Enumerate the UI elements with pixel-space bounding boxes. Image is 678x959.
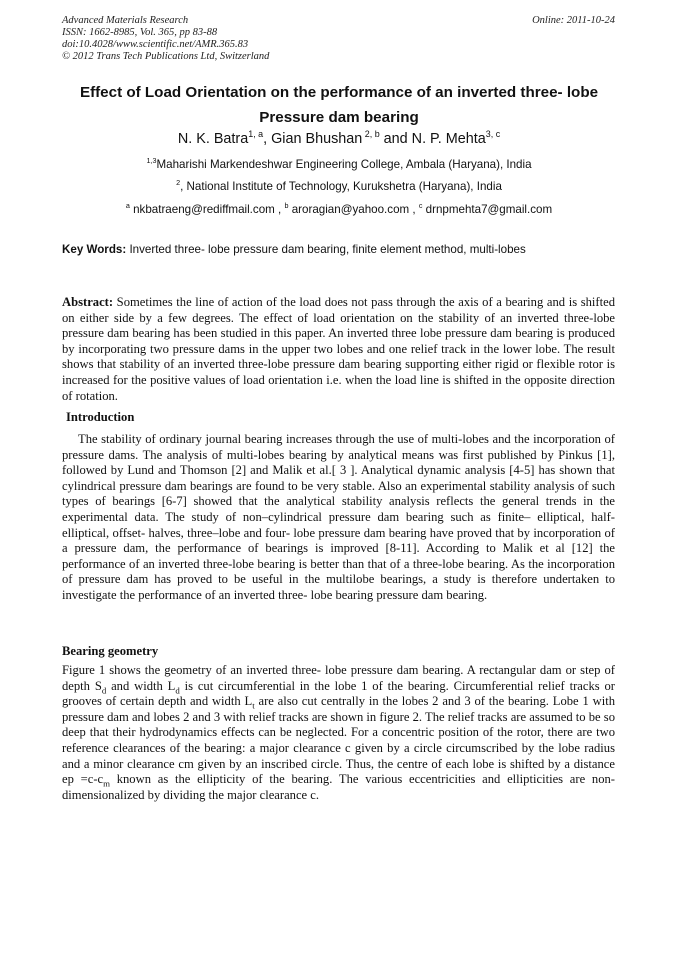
doi-line: doi:10.4028/www.scientific.net/AMR.365.83 xyxy=(62,39,249,50)
email-address: drnpmehta7@gmail.com xyxy=(422,203,553,216)
copyright-line: © 2012 Trans Tech Publications Ltd, Switzerland xyxy=(62,51,270,62)
abstract xyxy=(62,295,615,404)
subscript: d xyxy=(175,685,180,696)
section-heading-introduction: Introduction xyxy=(66,410,135,424)
text-run: are also cut centrally in the lobes 2 and 3 of the bearing. Lobe 1 with pressure dam and lobes 2 and 3 with relief tracks are shown in figure 2. The relief tracks are assumed to be so deep that their hydrodynamics effects can be neglected. For a concentric position of the rotor, there are two reference clearances of the bearing: a major clearance c given by a circle circumscribed by the lobe radius and a minor clearance cm given by an inscribed circle. Thus, the centre of each lobe is shifted by a distance ep =c-c xyxy=(62,694,615,787)
subscript: d xyxy=(101,685,107,696)
email-mark: a xyxy=(125,201,130,211)
keywords-text: Inverted three- lobe pressure dam bearing, finite element method, multi-lobes xyxy=(126,243,526,256)
affiliation-text: , National Institute of Technology, Kurukshetra (Haryana), India xyxy=(180,180,502,193)
author-name: N. K. Batra xyxy=(177,131,249,147)
text-run: and width L xyxy=(106,678,176,693)
author-emails xyxy=(40,203,638,217)
author-separator: and xyxy=(379,131,412,147)
text-run: known as the ellipticity of the bearing. The various eccentricities and ellipticities are non-dimensionalized by dividing the major clearance c. xyxy=(62,772,615,802)
affiliation-mark: 1,3 xyxy=(146,156,157,166)
abstract-label: Abstract: xyxy=(62,295,114,309)
author-name: N. P. Mehta xyxy=(411,131,486,147)
section-heading-bearing-geometry: Bearing geometry xyxy=(62,644,159,658)
email-mark: c xyxy=(418,201,423,211)
author-separator: , xyxy=(263,131,272,147)
subscript: t xyxy=(252,700,255,711)
journal-name: Advanced Materials Research xyxy=(62,15,189,26)
keywords-label: Key Words: xyxy=(62,243,127,256)
online-date: Online: 2011-10-24 xyxy=(532,15,615,26)
author-list xyxy=(40,130,638,148)
affiliation-mark: 2 xyxy=(176,178,181,188)
issn-line: ISSN: 1662-8985, Vol. 365, pp 83-88 xyxy=(62,27,218,38)
paper-title xyxy=(40,80,638,130)
title-line-2: Pressure dam bearing xyxy=(259,109,419,126)
affiliation-1 xyxy=(40,158,638,172)
abstract-text: Sometimes the line of action of the load does not pass through the axis of a bearing and is shifted on either side by a few degrees. The effect of load orientation on the stability of an inverted three-lobe pressure dam bearing has been studied in this paper. An inverted three lobe pressure dam bearing is produced by incorporating two pressure dams in the upper two lobes and one relief track in the lower lobe. The result shows that stability of an inverted three-lobe pressure dam bearing supporting either rigid or flexible rotor is increased for the positive values of load orientation i.e. when the load line is shifted in the opposite direction of rotation. xyxy=(62,295,615,403)
subscript: m xyxy=(103,778,110,789)
affiliation-text: Maharishi Markendeshwar Engineering College, Ambala (Haryana), India xyxy=(156,158,532,171)
author-affiliation-mark: 3, c xyxy=(485,129,501,140)
affiliation-2 xyxy=(40,180,638,194)
author-affiliation-mark: 2, b xyxy=(362,129,380,140)
bearing-geometry-paragraph xyxy=(62,663,615,803)
author-name: Gian Bhushan xyxy=(271,131,363,147)
email-address: aroragian@yahoo.com , xyxy=(288,203,419,216)
text-run: is cut circumferential in the lobe 1 of the bearing. Circumferential relief tracks or grooves of certain depth and width L xyxy=(62,678,615,709)
text-run: Figure 1 shows the geometry of an inverted three- lobe pressure dam bearing. A rectangular dam or step of depth S xyxy=(62,663,615,693)
title-line-1: Effect of Load Orientation on the performance of an inverted three- lobe xyxy=(79,84,599,101)
email-address: nkbatraeng@rediffmail.com , xyxy=(129,203,285,216)
email-mark: b xyxy=(284,201,289,211)
keywords xyxy=(62,243,615,257)
author-affiliation-mark: 1, a xyxy=(248,129,264,140)
introduction-paragraph: The stability of ordinary journal bearing increases through the use of multi-lobes and the incorporation of pressure dams. The analysis of multi-lobes bearing by analytical means was first published by Pinkus [1], followed by Lund and Thomson [2] and Malik et al.[ 3 ]. Analytical dynamic analysis [4-5] has shown that cylindrical pressure dam bearings are found to be very stable. Also an experimental stability analysis of such types of bearings [6-7] showed that the analytical stability analysis reflects the general trends in the experimental data. The study of non–cylindrical pressure dam bearing such as finite– elliptical, half- elliptical, offset- halves, three–lobe and four- lobe pressure dam bearing have proved that by incorporation of a pressure dam, the performance of bearings is improved [8-11]. According to Malik et al [12] the performance of an inverted three-lobe bearing is better than that of a three-lobe bearing. As the incorporation of pressure dam has proved to be useful in the multilobe bearings, a study is therefore undertaken to investigate the performance of an inverted three- lobe bearing pressure dam bearing. xyxy=(62,432,615,602)
journal-header xyxy=(62,15,615,63)
